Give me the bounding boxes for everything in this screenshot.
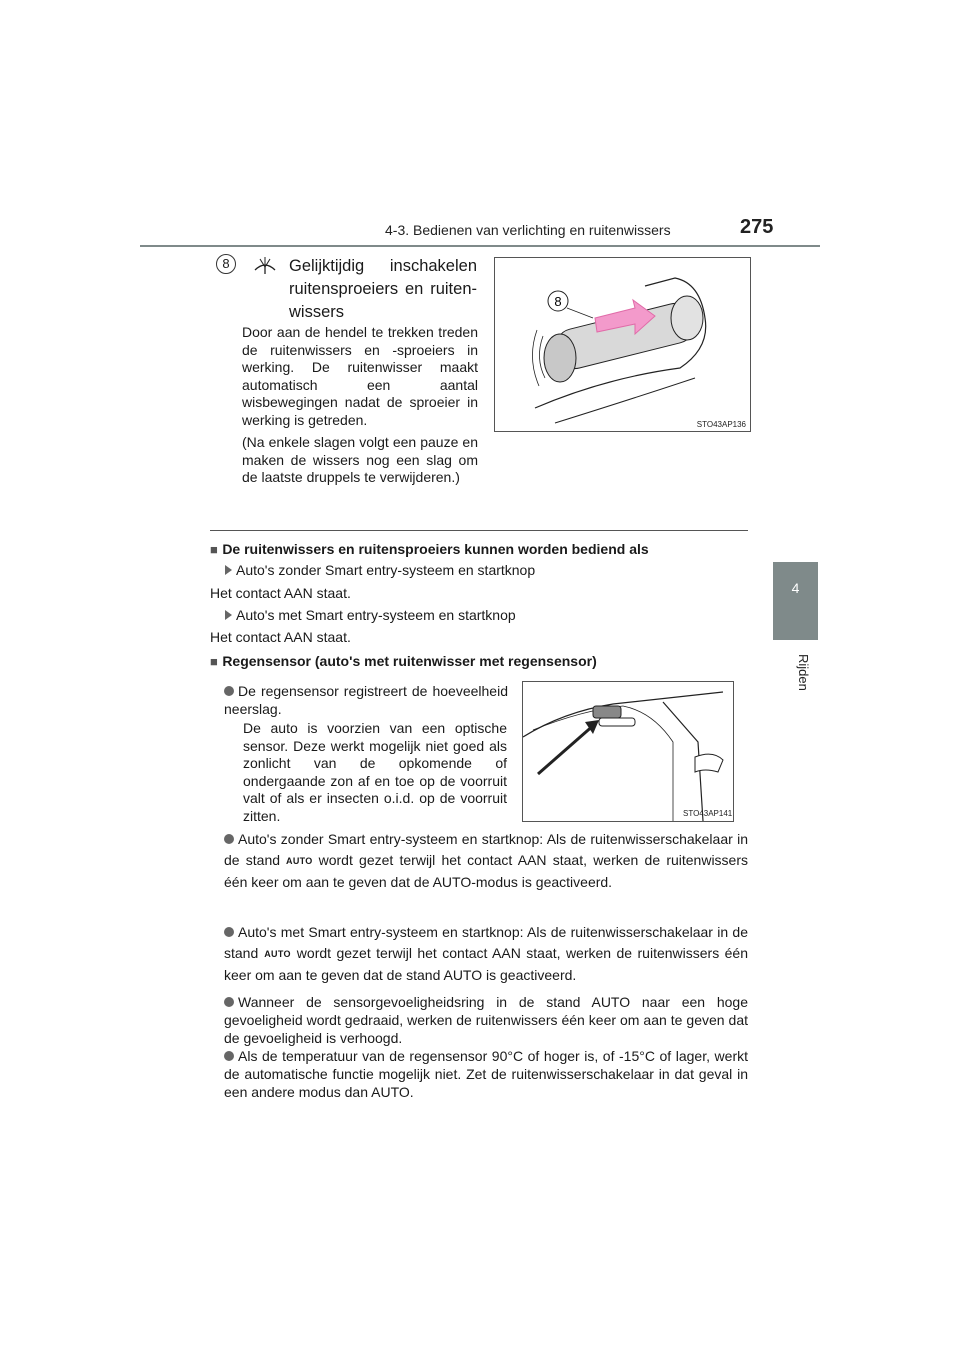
figure-code: STO43AP136	[696, 420, 746, 429]
item-title: Gelijktijdig inschakelen ruitensproeiers en ruitenwissers	[289, 257, 477, 321]
auto-mode-icon: AUTO	[264, 949, 291, 959]
chapter-tab	[773, 562, 818, 640]
washer-wiper-icon	[254, 256, 276, 276]
operate-heading-row	[210, 541, 649, 559]
chapter-tab-number: 4	[791, 580, 800, 596]
operate-item-text: Het contact AAN staat.	[210, 629, 351, 645]
rain-sensor-bullet: Auto's met Smart entry-systeem en startknop: Als de ruitenwisserschakelaar in de stand AUTO wordt gezet terwijl het contact AAN staat, werken de ruitenwissers één keer om aan te geven dat de stand AUTO is geactiveerd.	[224, 924, 748, 983]
operate-item-label: Auto's zonder Smart entry-systeem en startknop	[225, 562, 535, 578]
page-number: 275	[740, 216, 774, 238]
rain-sensor-bullet: Als de temperatuur van de regensensor 90°C of hoger is, of -15°C of lager, werkt de automatische functie mogelijk niet. Zet de ruitenwisserschakelaar in dat geval in een andere modus dan AUTO.	[224, 1048, 748, 1100]
operate-item-text: Het contact AAN staat.	[210, 585, 351, 601]
bullet-dot-icon	[224, 686, 234, 696]
square-bullet-icon: ■	[210, 542, 218, 557]
rain-sensor-bullet: Wanneer de sensorgevoeligheidsring in de stand AUTO naar een hoge gevoeligheid wordt gedraaid, werken de ruitenwissers één keer om aan te geven dat de gevoeligheid is verhoogd.	[224, 994, 748, 1046]
rain-sensor-paragraph: De auto is voorzien van een optische sensor. Deze werkt mogelijk niet goed als zonlicht van de opkomende of ondergaande zon af en toe op de voorruit valt of als er insecten o.i.d. op de voorruit zitten.	[243, 720, 507, 824]
arrow-bullet-icon	[225, 610, 232, 620]
section-title: 4-3. Bedienen van verlichting en ruitenwissers	[385, 222, 671, 238]
windshield-sensor-illustration	[522, 681, 734, 822]
rain-sensor-bullet: Auto's zonder Smart entry-systeem en startknop: Als de ruitenwisserschakelaar in de stand AUTO wordt gezet terwijl het contact AAN staat, werken de ruitenwissers één keer om aan te geven dat de AUTO-modus is geactiveerd.	[224, 831, 749, 890]
bullet-dot-icon	[224, 927, 234, 937]
bullet-dot-icon	[224, 834, 234, 844]
figure-callout: 8	[554, 294, 562, 309]
windshield-drawing	[523, 682, 733, 821]
item-number-badge: 8	[216, 254, 236, 274]
rain-sensor-heading: Regensensor (auto's met ruitenwisser met regensensor)	[222, 653, 597, 669]
rain-sensor-heading-row	[210, 653, 597, 671]
bullet-dot-icon	[224, 997, 234, 1007]
item-note: (Na enkele slagen volgt een pauze en maken de wissers nog een slag om de laatste druppels te verwijderen.)	[242, 434, 478, 485]
arrow-bullet-icon	[225, 565, 232, 575]
section-divider	[210, 530, 748, 531]
wiper-lever-illustration	[494, 257, 751, 432]
lever-drawing	[495, 258, 750, 431]
rain-sensor-bullet: De regensensor registreert de hoeveelheid neerslag.	[224, 683, 508, 717]
auto-mode-icon: AUTO	[286, 856, 313, 866]
item-description: Door aan de hendel te trekken treden de ruitenwissers en -sproeiers in werking. De ruitenwisser maakt automatisch een aantal wisbewegingen nadat de sproeier in werking is getreden.	[242, 324, 478, 428]
operate-heading: De ruitenwissers en ruitensproeiers kunnen worden bediend als	[222, 541, 649, 557]
figure-code: STO43AP141	[683, 809, 733, 818]
chapter-tab-label: Rijden	[796, 654, 811, 691]
square-bullet-icon: ■	[210, 654, 218, 669]
bullet-dot-icon	[224, 1051, 234, 1061]
header-divider	[140, 245, 820, 247]
operate-item-label: Auto's met Smart entry-systeem en startknop	[225, 607, 516, 623]
